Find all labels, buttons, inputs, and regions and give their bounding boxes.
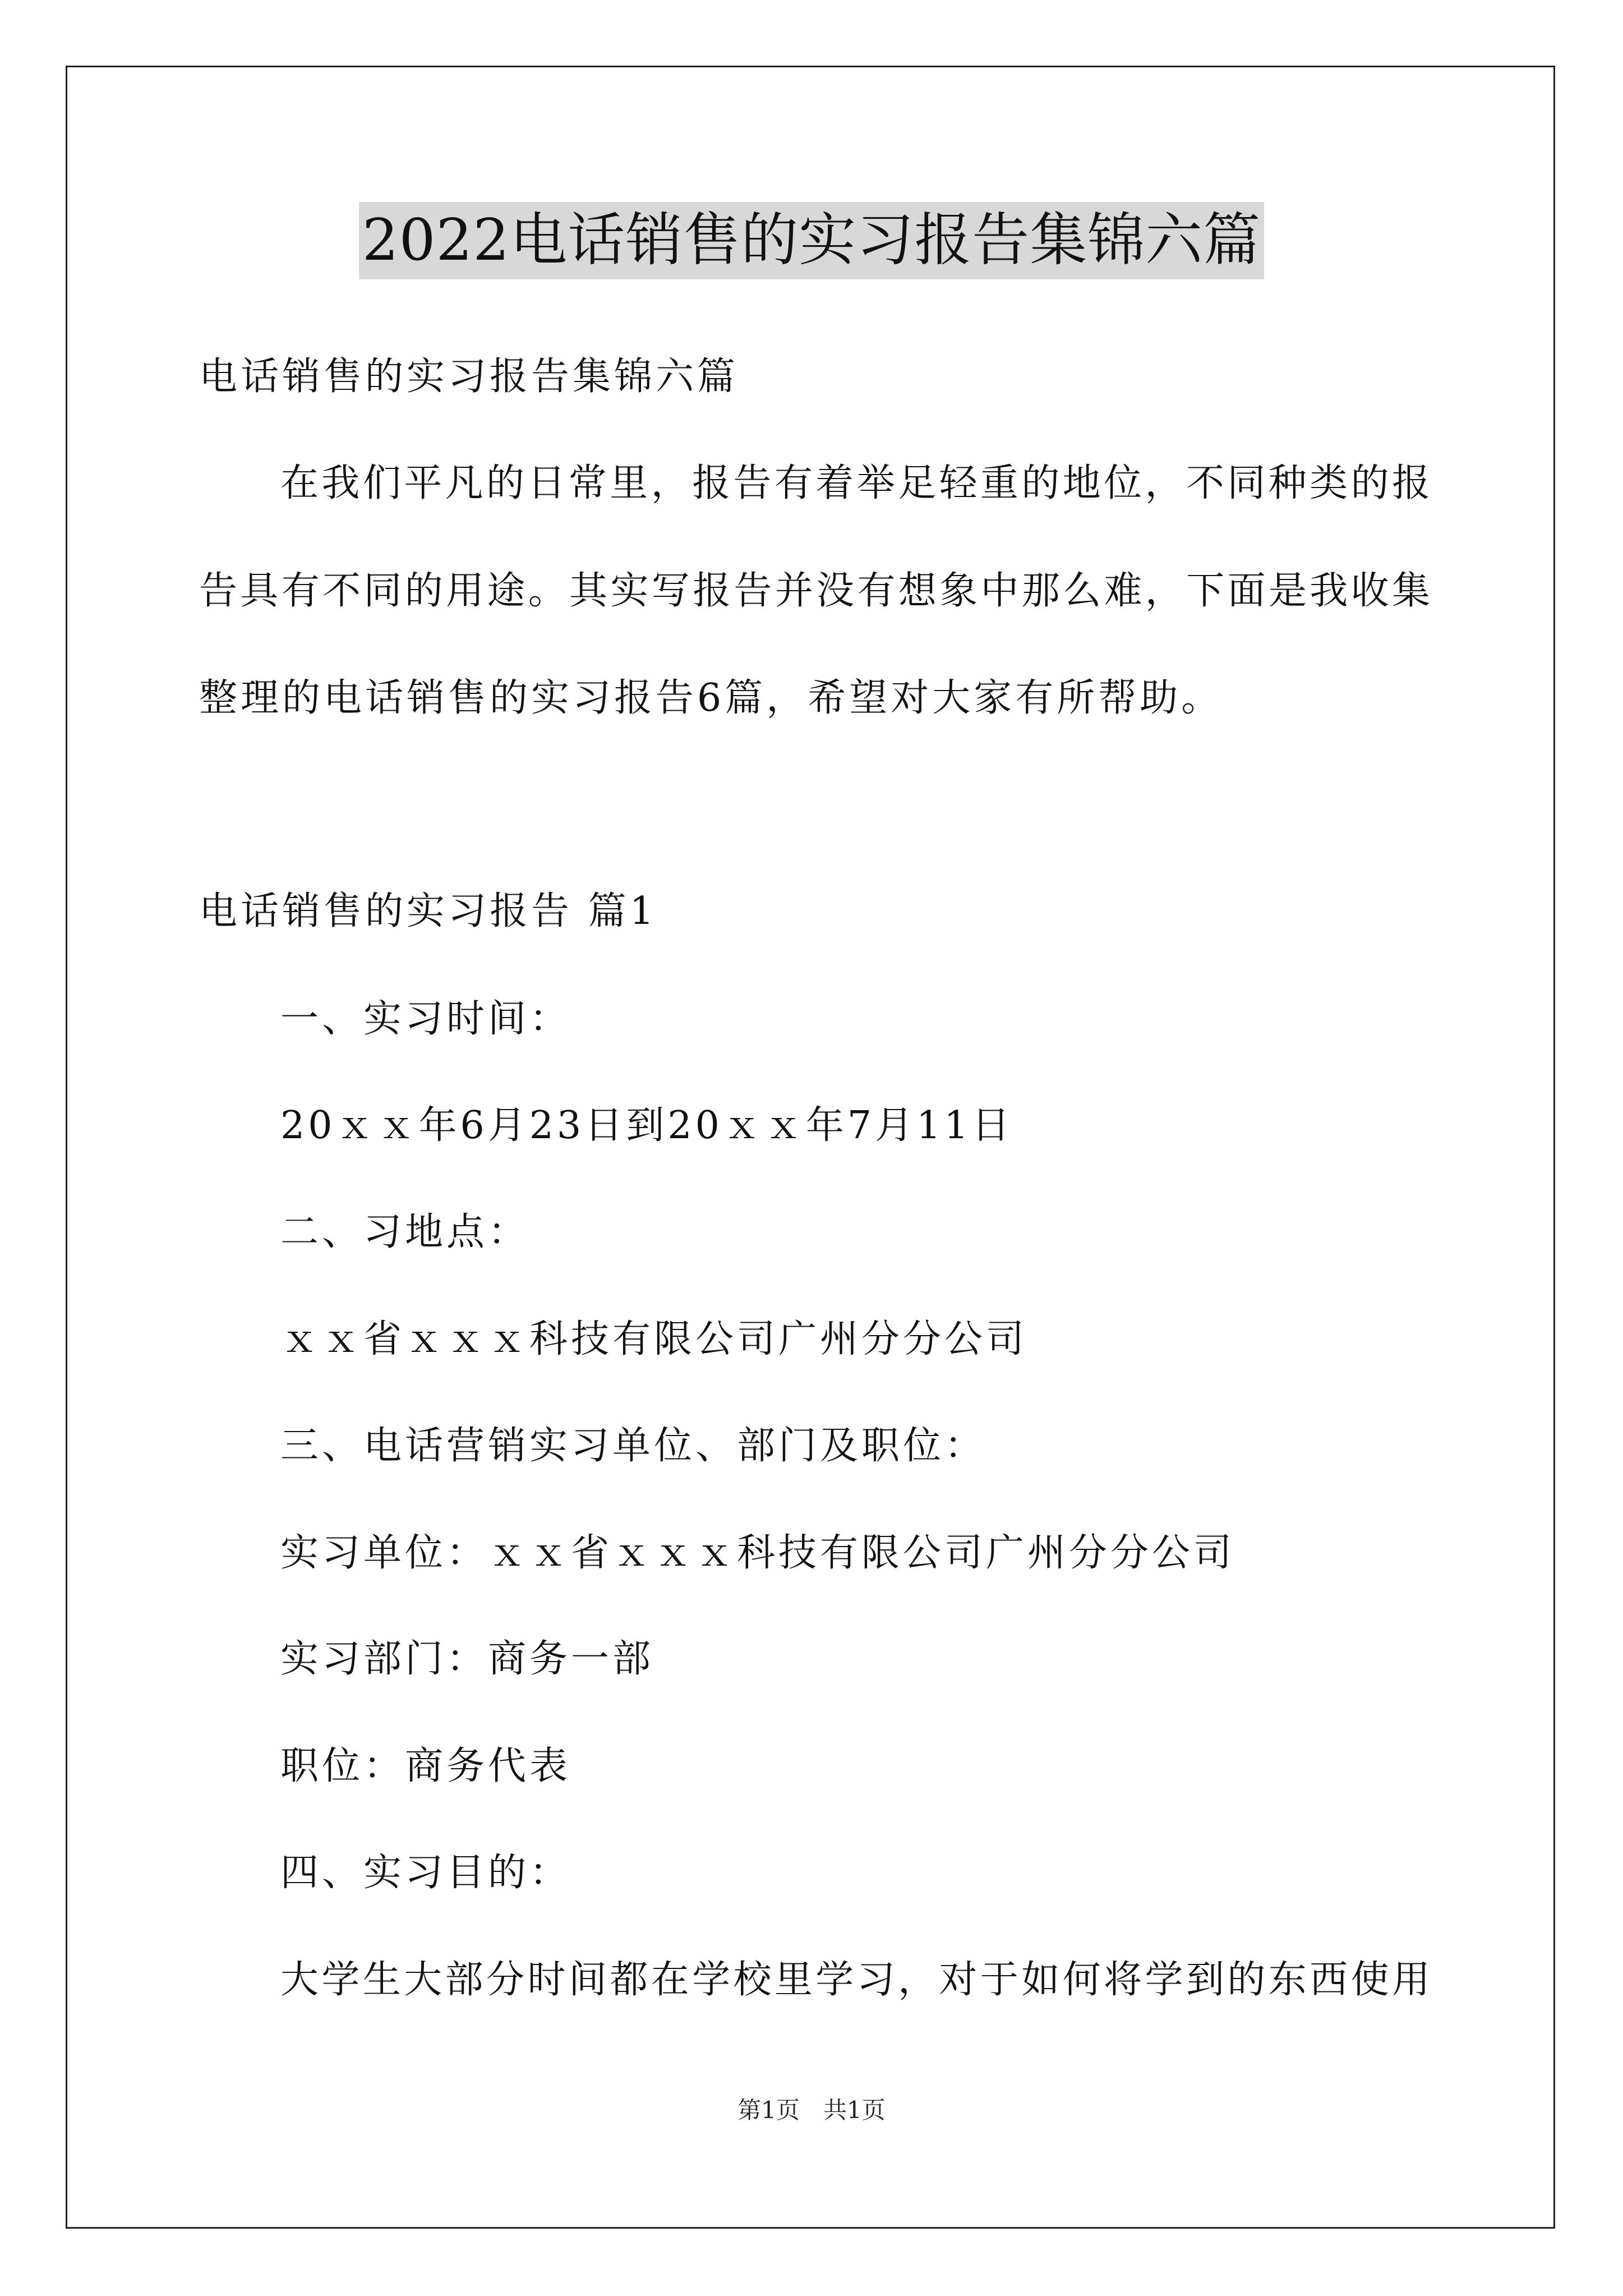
item-department: 实习部门：商务一部: [280, 1637, 654, 1681]
title-container: [0, 202, 1623, 279]
item-location: ｘｘ省ｘｘｘ科技有限公司广州分分公司: [280, 1317, 1028, 1361]
item-location-heading: 二、习地点：: [280, 1210, 530, 1254]
intro-line-1: 在我们平凡的日常里，报告有着举足轻重的地位，不同种类的报: [280, 461, 1430, 505]
document-title: 2022电话销售的实习报告集锦六篇: [359, 202, 1265, 279]
item-unit: 实习单位：ｘｘ省ｘｘｘ科技有限公司广州分分公司: [280, 1531, 1235, 1575]
item-purpose-heading: 四、实习目的：: [280, 1851, 571, 1895]
item-position: 职位：商务代表: [280, 1744, 571, 1788]
item-unit-heading: 三、电话营销实习单位、部门及职位：: [280, 1424, 986, 1468]
intro-line-2: 告具有不同的用途。其实写报告并没有想象中那么难，下面是我收集: [199, 569, 1430, 613]
page-footer: 第1页 共1页: [737, 2096, 886, 2124]
intro-line-3: 整理的电话销售的实习报告6篇，希望对大家有所帮助。: [199, 676, 1223, 720]
item-internship-dates: 20ｘｘ年6月23日到20ｘｘ年7月11日: [280, 1103, 1013, 1148]
section-heading: 电话销售的实习报告 篇1: [199, 889, 657, 933]
item-purpose-text: 大学生大部分时间都在学校里学习，对于如何将学到的东西使用: [280, 1958, 1430, 2002]
item-internship-time-heading: 一、实习时间：: [280, 997, 571, 1041]
document-subtitle: 电话销售的实习报告集锦六篇: [199, 355, 739, 399]
